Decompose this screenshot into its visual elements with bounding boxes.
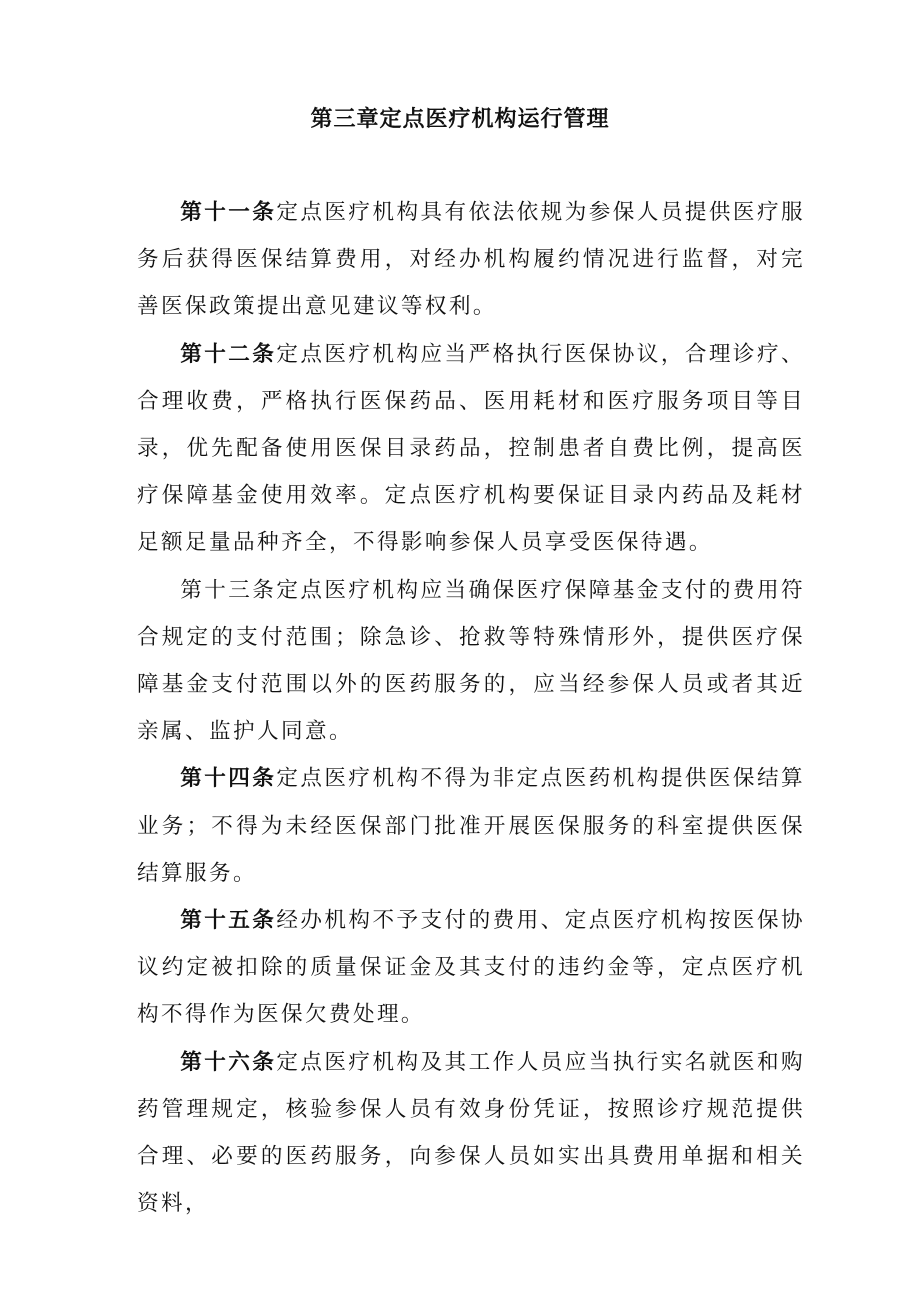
article-number: 第十四条 (180, 766, 277, 792)
article-text: 定点医疗机构应当确保医疗保障基金支付的费用符合规定的支付范围；除急诊、抢救等特殊情形外，提供医疗保障基金支付范围以外的医药服务的，应当经参保人员或者其近亲属、监护人同意。 (137, 577, 805, 745)
article-16 (137, 1039, 805, 1228)
article-number: 第十一条 (180, 200, 277, 225)
article-number: 第十五条 (180, 908, 277, 934)
article-number: 第十三条 (180, 577, 277, 603)
article-12 (137, 331, 805, 567)
article-text: 定点医疗机构应当严格执行医保协议，合理诊疗、合理收费，严格执行医保药品、医用耗材和医疗服务项目等目录，优先配备使用医保目录药品，控制患者自费比例，提高医疗保障基金使用效率。定点医疗机构要保证目录内药品及耗材足额足量品种齐全，不得影响参保人员享受医保待遇。 (137, 341, 805, 556)
article-number: 第十二条 (180, 341, 277, 367)
article-14 (137, 755, 805, 897)
article-text: 定点医疗机构及其工作人员应当执行实名就医和购药管理规定，核验参保人员有效身份凭证，按照诊疗规范提供合理、必要的医药服务，向参保人员如实出具费用单据和相关资料， (137, 1049, 805, 1217)
article-text: 定点医疗机构不得为非定点医药机构提供医保结算业务；不得为未经医保部门批准开展医保服务的科室提供医保结算服务。 (137, 766, 805, 886)
article-11 (137, 189, 805, 331)
article-number: 第十六条 (180, 1049, 277, 1075)
article-text: 定点医疗机构具有依法依规为参保人员提供医疗服务后获得医保结算费用，对经办机构履约情况进行监督，对完善医保政策提出意见建议等权利。 (137, 200, 805, 320)
chapter-title: 第三章定点医疗机构运行管理 (310, 107, 610, 132)
article-text: 经办机构不予支付的费用、定点医疗机构按医保协议约定被扣除的质量保证金及其支付的违约金等，定点医疗机构不得作为医保欠费处理。 (137, 908, 805, 1028)
article-15 (137, 897, 805, 1039)
article-13 (137, 567, 805, 756)
document-body (137, 189, 805, 1227)
